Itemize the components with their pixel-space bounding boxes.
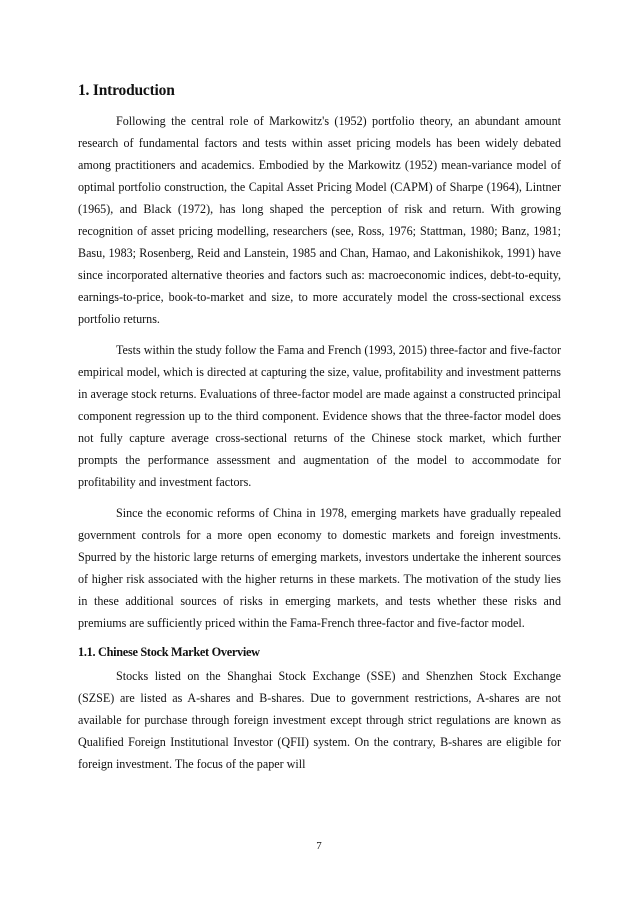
intro-paragraph-2: Tests within the study follow the Fama and French (1993, 2015) three-factor and five-factor empirical model, which is directed at capturing the size, value, profitability and investment patterns in average stock returns. Evaluations of three-factor model are made against a constructed principal component regression up to the third component. Evidence shows that the three-factor model does not fully capture average cross-sectional returns of the Chinese stock market, which further prompts the performance assessment and augmentation of the model to accommodate for profitability and investment factors.: [78, 343, 561, 489]
section-heading: 1. Introduction: [78, 82, 175, 99]
page-number: 7: [316, 840, 322, 852]
intro-paragraph-1: Following the central role of Markowitz's (1952) portfolio theory, an abundant amount research of fundamental factors and tests within asset pricing models has been widely debated among practitioners and academics. Embodied by the Markowitz (1952) mean-variance model of optimal portfolio construction, the Capital Asset Pricing Model (CAPM) of Sharpe (1964), Lintner (1965), and Black (1972), has long shaped the perception of risk and return. With growing recognition of asset pricing modelling, researchers (see, Ross, 1976; Stattman, 1980; Banz, 1981; Basu, 1983; Rosenberg, Reid and Lanstein, 1985 and Chan, Hamao, and Lakonishikok, 1991) have since incorporated alternative theories and factors such as: macroeconomic indices, debt-to-equity, earnings-to-price, book-to-market and size, to more accurately model the cross-sectional excess portfolio returns.: [78, 114, 561, 326]
intro-paragraph-3: Since the economic reforms of China in 1978, emerging markets have gradually repealed government controls for a more open economy to domestic markets and foreign investments. Spurred by the historic large returns of emerging markets, investors undertake the inherent sources of higher risk associated with the higher returns in these markets. The motivation of the study lies in these additional sources of risks in emerging markets, and tests whether these risks and premiums are sufficiently priced within the Fama-French three-factor and five-factor model.: [78, 506, 561, 630]
overview-paragraph-1: Stocks listed on the Shanghai Stock Exchange (SSE) and Shenzhen Stock Exchange (SZSE) are listed as A-shares and B-shares. Due to government restrictions, A-shares are not available for purchase through foreign investment except through strict regulations are known as Qualified Foreign Institutional Investor (QFII) system. On the contrary, B-shares are eligible for foreign investment. The focus of the paper will: [78, 669, 561, 771]
page-content: [78, 80, 561, 784]
subsection-heading: 1.1. Chinese Stock Market Overview: [78, 645, 260, 659]
